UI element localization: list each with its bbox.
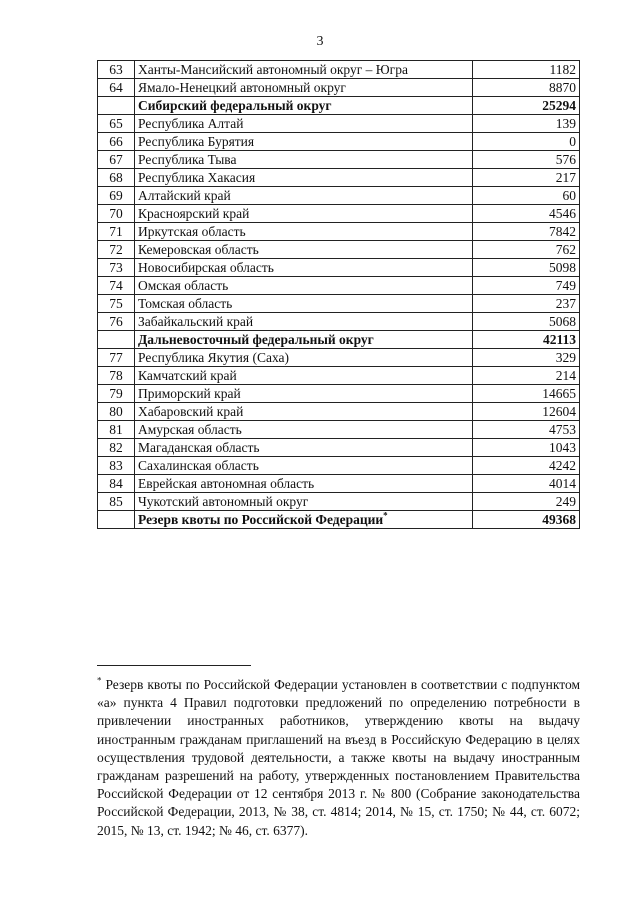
row-number: 74 [98,277,135,295]
quota-value: 12604 [473,403,580,421]
row-number [98,511,135,529]
region-name [135,313,473,331]
quota-table-body [98,61,580,529]
quota-value: 576 [473,151,580,169]
quota-value: 217 [473,169,580,187]
row-number: 64 [98,79,135,97]
quota-value: 214 [473,367,580,385]
quota-value: 49368 [473,511,580,529]
row-number: 75 [98,295,135,313]
table-row [98,493,580,511]
region-name-text: Чукотский автономный округ [138,494,309,509]
quota-value: 4014 [473,475,580,493]
region-name-text: Забайкальский край [138,314,254,329]
region-name [135,511,473,529]
table-row [98,295,580,313]
table-row [98,205,580,223]
table-row [98,367,580,385]
table-row [98,403,580,421]
quota-value: 749 [473,277,580,295]
footnote-marker: * [97,675,102,686]
row-number: 73 [98,259,135,277]
region-name-text: Амурская область [138,422,242,437]
row-number: 79 [98,385,135,403]
region-name [135,61,473,79]
table-row [98,115,580,133]
quota-value: 4753 [473,421,580,439]
region-name [135,97,473,115]
page-number: 3 [316,34,324,49]
region-name-text: Республика Якутия (Саха) [138,350,290,365]
quota-table [97,60,580,529]
quota-value: 4546 [473,205,580,223]
table-row [98,475,580,493]
region-name-text: Алтайский край [138,188,231,203]
quota-value: 7842 [473,223,580,241]
row-number [98,331,135,349]
table-summary-row [98,97,580,115]
quota-value: 0 [473,133,580,151]
row-number: 85 [98,493,135,511]
table-row [98,313,580,331]
row-number: 70 [98,205,135,223]
quota-value: 1182 [473,61,580,79]
region-name-text: Камчатский край [138,368,237,383]
table-row [98,61,580,79]
region-name [135,295,473,313]
row-number: 72 [98,241,135,259]
quota-value: 237 [473,295,580,313]
row-number [98,97,135,115]
region-name-text: Республика Тыва [138,152,237,167]
region-name [135,79,473,97]
region-name-text: Сахалинская область [138,458,259,473]
quota-value: 5068 [473,313,580,331]
quota-value: 42113 [473,331,580,349]
table-summary-row [98,331,580,349]
region-name [135,439,473,457]
row-number: 71 [98,223,135,241]
region-name [135,241,473,259]
quota-value: 139 [473,115,580,133]
quota-value: 329 [473,349,580,367]
table-row [98,133,580,151]
region-name [135,205,473,223]
region-name [135,151,473,169]
region-name [135,457,473,475]
footnote-text: Резерв квоты по Российской Федерации установлен в соответствии с подпунктом «а» пункта 4 Правил подготовки предложений по определению потребности в привлечении иностранных работников, утверждению квоты на выдачу иностранным гражданам приглашений на въезд в Российскую Федерацию в целях осуществления трудовой деятельности, а также квоты на выдачу иностранным гражданам разрешений на работу, утвержденных постановлением Правительства Российской Федерации от 12 сентября 2013 г. № 800 (Собрание законодательства Российской Федерации, 2013, № 38, ст. 4814; 2014, № 15, ст. 1750; № 44, ст. 6072; 2015, № 13, ст. 1942; № 46, ст. 6377). [97,677,581,838]
table-row [98,385,580,403]
region-name [135,493,473,511]
region-name [135,367,473,385]
row-number: 84 [98,475,135,493]
region-name-text: Ханты-Мансийский автономный округ – Югра [138,62,408,77]
row-number: 68 [98,169,135,187]
quota-value: 8870 [473,79,580,97]
table-row [98,349,580,367]
region-name [135,277,473,295]
region-name [135,421,473,439]
region-name-text: Томская область [138,296,233,311]
table-row [98,187,580,205]
region-name-text: Новосибирская область [138,260,274,275]
table-row [98,79,580,97]
region-name [135,169,473,187]
table-row [98,223,580,241]
row-number: 83 [98,457,135,475]
table-row [98,421,580,439]
table-row [98,277,580,295]
region-name-text: Магаданская область [138,440,260,455]
region-name-text: Резерв квоты по Российской Федерации [138,512,384,527]
table-row [98,439,580,457]
region-name [135,133,473,151]
region-name-text: Ямало-Ненецкий автономный округ [138,80,346,95]
region-name-text: Кемеровская область [138,242,259,257]
region-name-text: Сибирский федеральный округ [138,98,332,113]
table-summary-row [98,511,580,529]
quota-value: 762 [473,241,580,259]
quota-value: 60 [473,187,580,205]
row-number: 63 [98,61,135,79]
quota-value: 5098 [473,259,580,277]
region-name [135,223,473,241]
quota-value: 4242 [473,457,580,475]
quota-value: 249 [473,493,580,511]
quota-value: 14665 [473,385,580,403]
row-number: 69 [98,187,135,205]
table-row [98,169,580,187]
row-number: 80 [98,403,135,421]
quota-value: 25294 [473,97,580,115]
row-number: 81 [98,421,135,439]
region-name [135,331,473,349]
table-row [98,241,580,259]
row-number: 65 [98,115,135,133]
region-name-text: Хабаровский край [138,404,244,419]
table-row [98,457,580,475]
region-name-text: Еврейская автономная область [138,476,315,491]
footnote-reference: * [383,510,388,521]
table-row [98,259,580,277]
region-name-text: Республика Алтай [138,116,244,131]
region-name [135,403,473,421]
region-name-text: Омская область [138,278,229,293]
region-name [135,475,473,493]
region-name-text: Республика Хакасия [138,170,256,185]
region-name-text: Дальневосточный федеральный округ [138,332,374,347]
footnote-divider [97,665,251,666]
region-name-text: Красноярский край [138,206,250,221]
region-name [135,115,473,133]
table-row [98,151,580,169]
quota-value: 1043 [473,439,580,457]
region-name [135,259,473,277]
region-name-text: Республика Бурятия [138,134,255,149]
row-number: 78 [98,367,135,385]
region-name-text: Приморский край [138,386,241,401]
region-name-text: Иркутская область [138,224,246,239]
row-number: 67 [98,151,135,169]
region-name [135,385,473,403]
row-number: 77 [98,349,135,367]
region-name [135,349,473,367]
footnote [97,676,580,840]
row-number: 66 [98,133,135,151]
region-name [135,187,473,205]
row-number: 76 [98,313,135,331]
row-number: 82 [98,439,135,457]
